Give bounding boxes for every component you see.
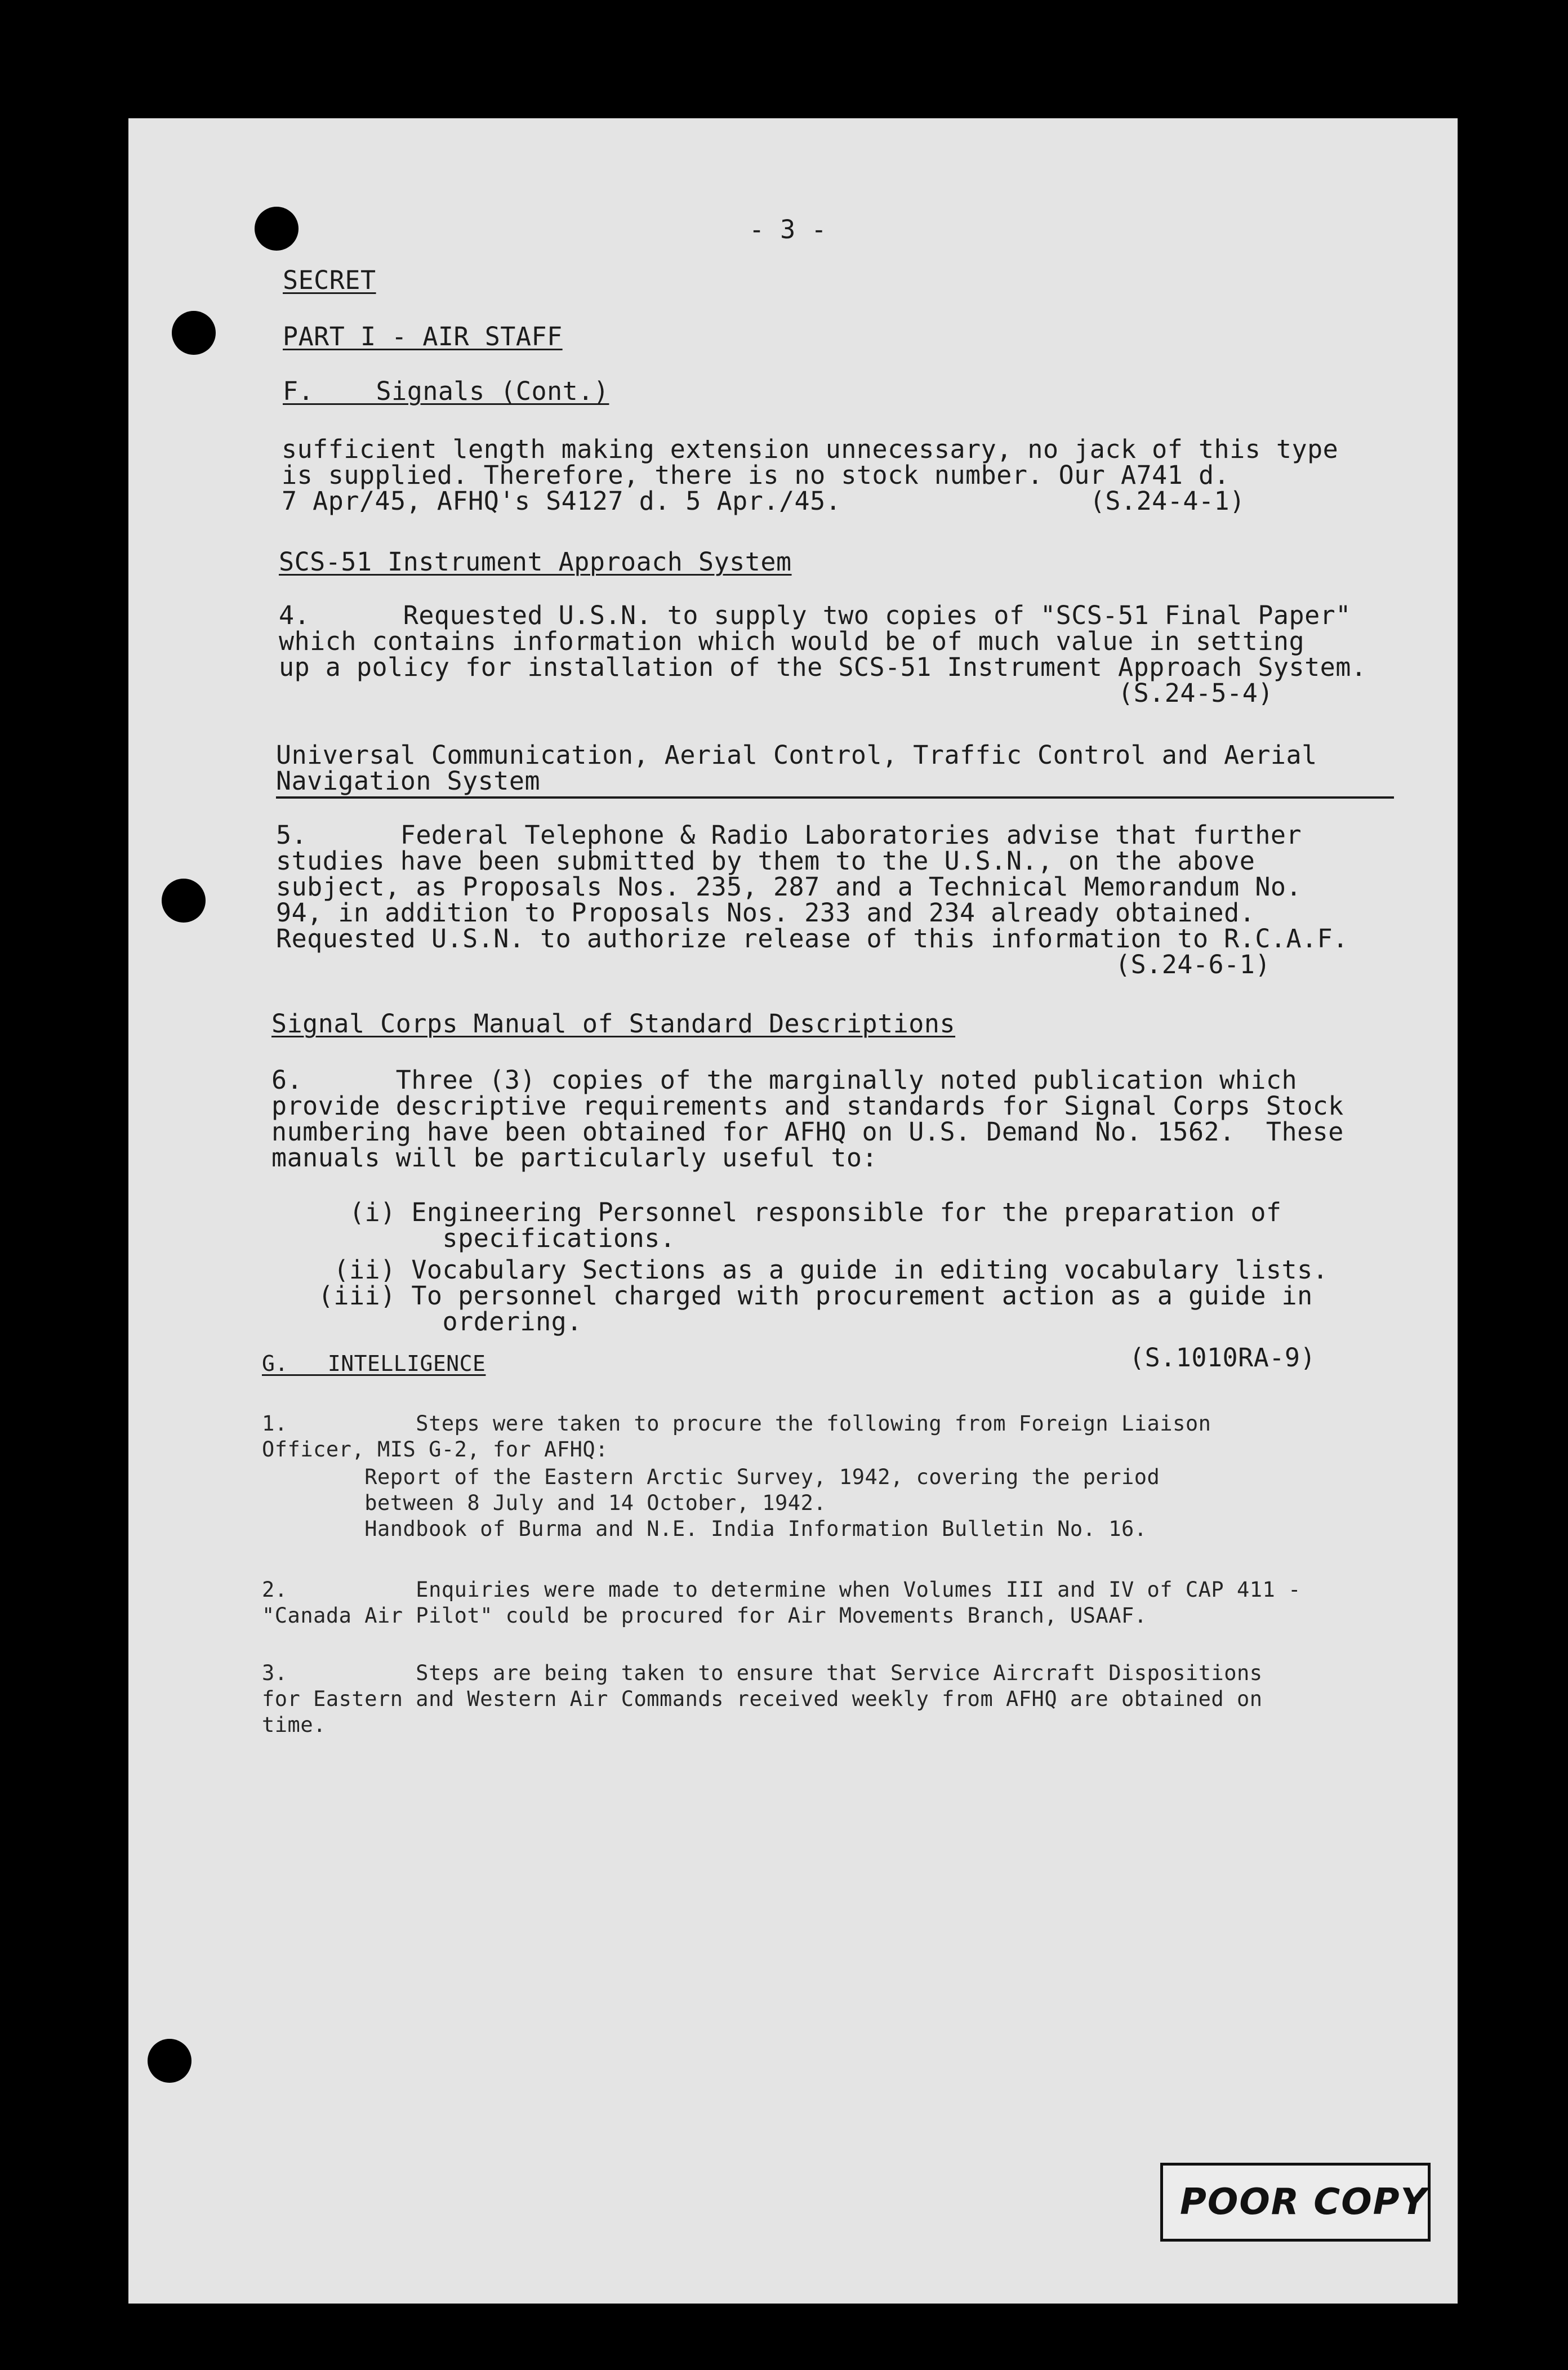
section-g-heading: G. INTELLIGENCE — [262, 1351, 486, 1376]
text-line: ordering. — [271, 1307, 582, 1337]
text-line: manuals will be particularly useful to: — [271, 1143, 878, 1173]
section-g-reference: (S.1010RA-9) — [1129, 1343, 1316, 1373]
universal-heading-cont: Navigation System — [276, 766, 541, 796]
text-line: 2. Enquiries were made to determine when Volumes III and IV of CAP 411 - — [262, 1578, 1301, 1602]
punch-hole — [162, 879, 206, 923]
text-line: (S.24-6-1) — [276, 950, 1271, 979]
punch-hole — [255, 207, 299, 251]
text-line: 3. Steps are being taken to ensure that Service Aircraft Dispositions — [262, 1661, 1263, 1685]
text-line: sufficient length making extension unnecessary, no jack of this type — [282, 434, 1339, 464]
classification-label: SECRET — [283, 265, 376, 295]
text-line: between 8 July and 14 October, 1942. — [262, 1491, 827, 1515]
text-line: is supplied. Therefore, there is no stock number. Our A741 d. — [282, 460, 1230, 490]
text-line: Requested U.S.N. to authorize release of this information to R.C.A.F. — [276, 924, 1348, 954]
punch-hole — [172, 311, 216, 355]
text-line: 5. Federal Telephone & Radio Laboratories advise that further — [276, 820, 1302, 850]
text-line: Officer, MIS G-2, for AFHQ: — [262, 1437, 608, 1462]
universal-heading: Universal Communication, Aerial Control, Traffic Control and Aerial — [276, 740, 1317, 770]
stamp-text: POOR COPY — [1180, 2181, 1428, 2223]
text-line: 4. Requested U.S.N. to supply two copies of "SCS-51 Final Paper" — [279, 600, 1351, 630]
text-line: "Canada Air Pilot" could be procured for Air Movements Branch, USAAF. — [262, 1603, 1147, 1628]
text-line: 94, in addition to Proposals Nos. 233 and 234 already obtained. — [276, 898, 1255, 928]
text-line: up a policy for installation of the SCS-51 Instrument Approach System. — [279, 652, 1367, 682]
text-line: Handbook of Burma and N.E. India Information Bulletin No. 16. — [262, 1517, 1147, 1541]
text-line: (ii) Vocabulary Sections as a guide in editing vocabulary lists. — [271, 1255, 1329, 1285]
scs51-heading: SCS-51 Instrument Approach System — [279, 547, 792, 577]
text-line: 1. Steps were taken to procure the following from Foreign Liaison — [262, 1411, 1211, 1436]
text-line: which contains information which would be of much value in setting — [279, 626, 1305, 656]
poor-copy-stamp — [1160, 2163, 1431, 2242]
text-line: studies have been submitted by them to the U.S.N., on the above — [276, 846, 1255, 876]
text-line: subject, as Proposals Nos. 235, 287 and a Technical Memorandum No. — [276, 872, 1302, 902]
text-line: numbering have been obtained for AFHQ on U.S. Demand No. 1562. These — [271, 1117, 1344, 1147]
text-line: time. — [262, 1713, 326, 1737]
page-number: - 3 - — [749, 215, 827, 244]
text-line: specifications. — [271, 1223, 676, 1253]
heading-rule — [276, 796, 1394, 799]
signal-corps-heading: Signal Corps Manual of Standard Descriptions — [271, 1009, 956, 1039]
part-heading: PART I - AIR STAFF — [283, 322, 563, 351]
text-line: 7 Apr/45, AFHQ's S4127 d. 5 Apr./45. (S.24-4-1) — [282, 486, 1245, 516]
text-line: 6. Three (3) copies of the marginally noted publication which — [271, 1065, 1298, 1095]
text-line: (i) Engineering Personnel responsible for the preparation of — [271, 1197, 1282, 1227]
text-line: Report of the Eastern Arctic Survey, 1942, covering the period — [262, 1465, 1160, 1489]
text-line: for Eastern and Western Air Commands received weekly from AFHQ are obtained on — [262, 1687, 1263, 1711]
punch-hole — [148, 2039, 191, 2083]
text-line: provide descriptive requirements and standards for Signal Corps Stock — [271, 1091, 1344, 1121]
text-line: (S.24-5-4) — [279, 678, 1273, 708]
section-f-heading: F. Signals (Cont.) — [283, 376, 609, 406]
text-line: (iii) To personnel charged with procurement action as a guide in — [271, 1281, 1313, 1311]
